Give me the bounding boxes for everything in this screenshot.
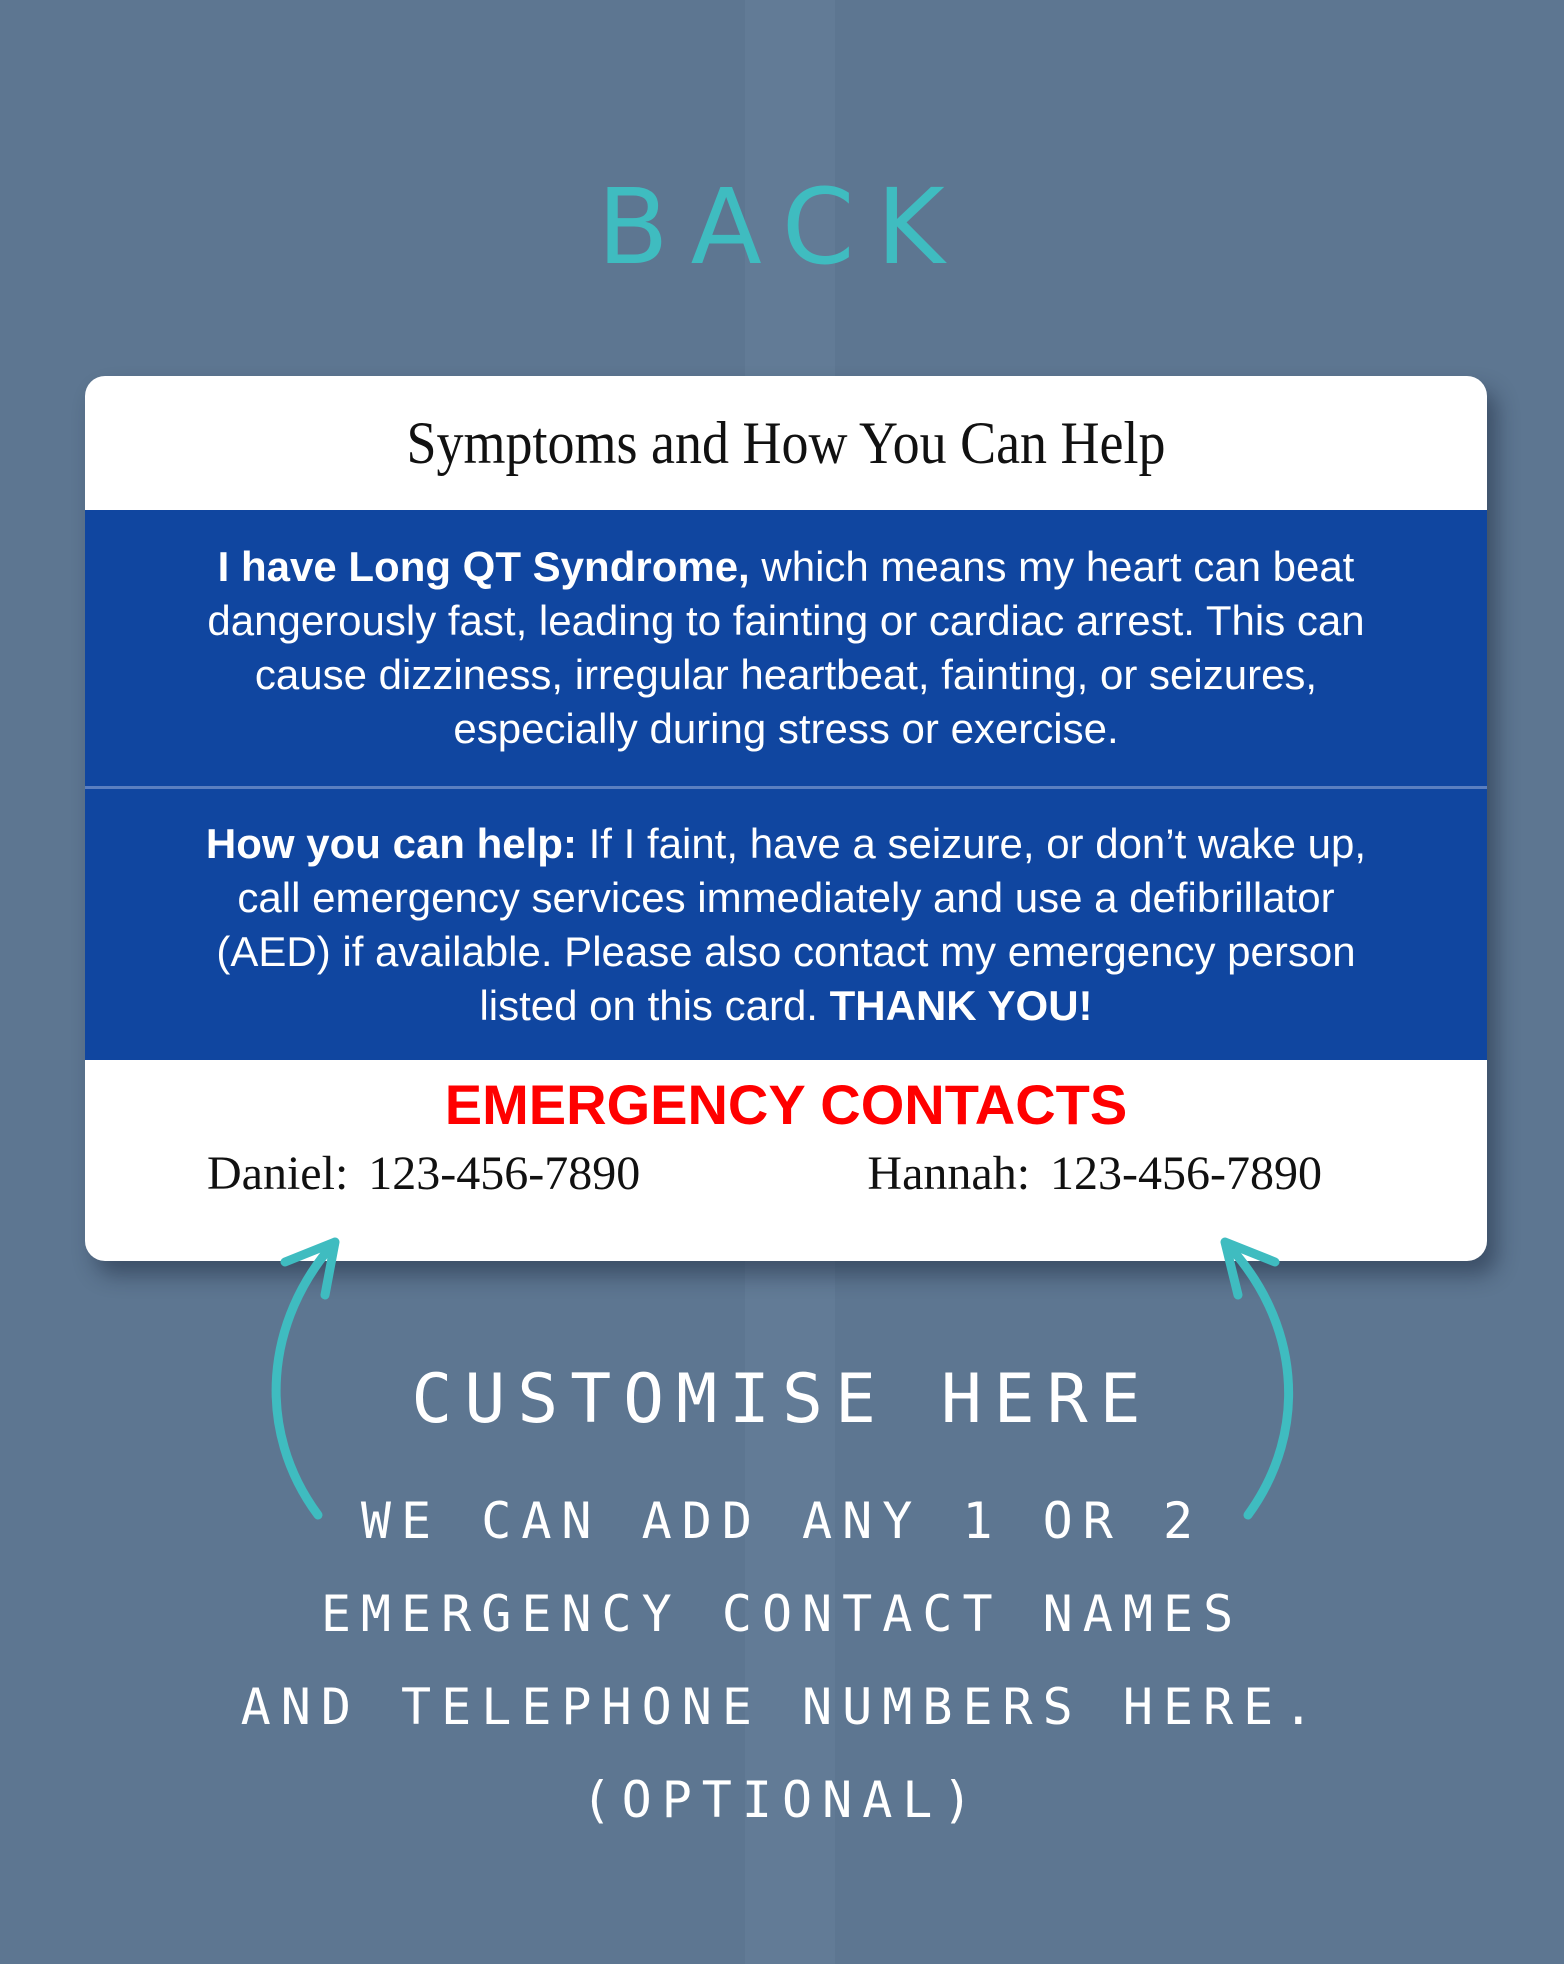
card-title: Symptoms and How You Can Help <box>406 409 1166 476</box>
contact-name: Hannah: <box>867 1147 1031 1200</box>
help-text: If I faint, have a seizure, or don’t wake up, call emergency services immediately and use a defibrillator (AED) if available. Please also contact my emergency person listed on this card. <box>216 819 1367 1029</box>
emergency-contacts-heading: EMERGENCY CONTACTS <box>444 1073 1128 1136</box>
customise-note <box>0 1475 1564 1847</box>
note-line: WE CAN ADD ANY 1 OR 2 <box>360 1492 1204 1550</box>
condition-text: which means my heart can beat dangerously fast, leading to fainting or cardiac arrest. This can cause dizziness, irregular heartbeat, fainting, or seizures, especially during stress or exercise. <box>207 543 1365 752</box>
contact-phone: 123-456-7890 <box>1050 1147 1322 1200</box>
note-line: EMERGENCY CONTACT NAMES <box>320 1585 1244 1643</box>
note-line: (OPTIONAL) <box>581 1771 983 1829</box>
contact-name: Daniel: <box>207 1147 349 1200</box>
thank-you: THANK YOU! <box>829 981 1093 1029</box>
page-heading: BACK <box>597 166 967 288</box>
contact-phone: 123-456-7890 <box>368 1147 641 1200</box>
note-line: AND TELEPHONE NUMBERS HERE. <box>240 1678 1324 1736</box>
condition-bold: I have Long QT Syndrome, <box>217 543 750 590</box>
help-bold: How you can help: <box>205 819 577 867</box>
customise-title: CUSTOMISE HERE <box>411 1360 1153 1439</box>
